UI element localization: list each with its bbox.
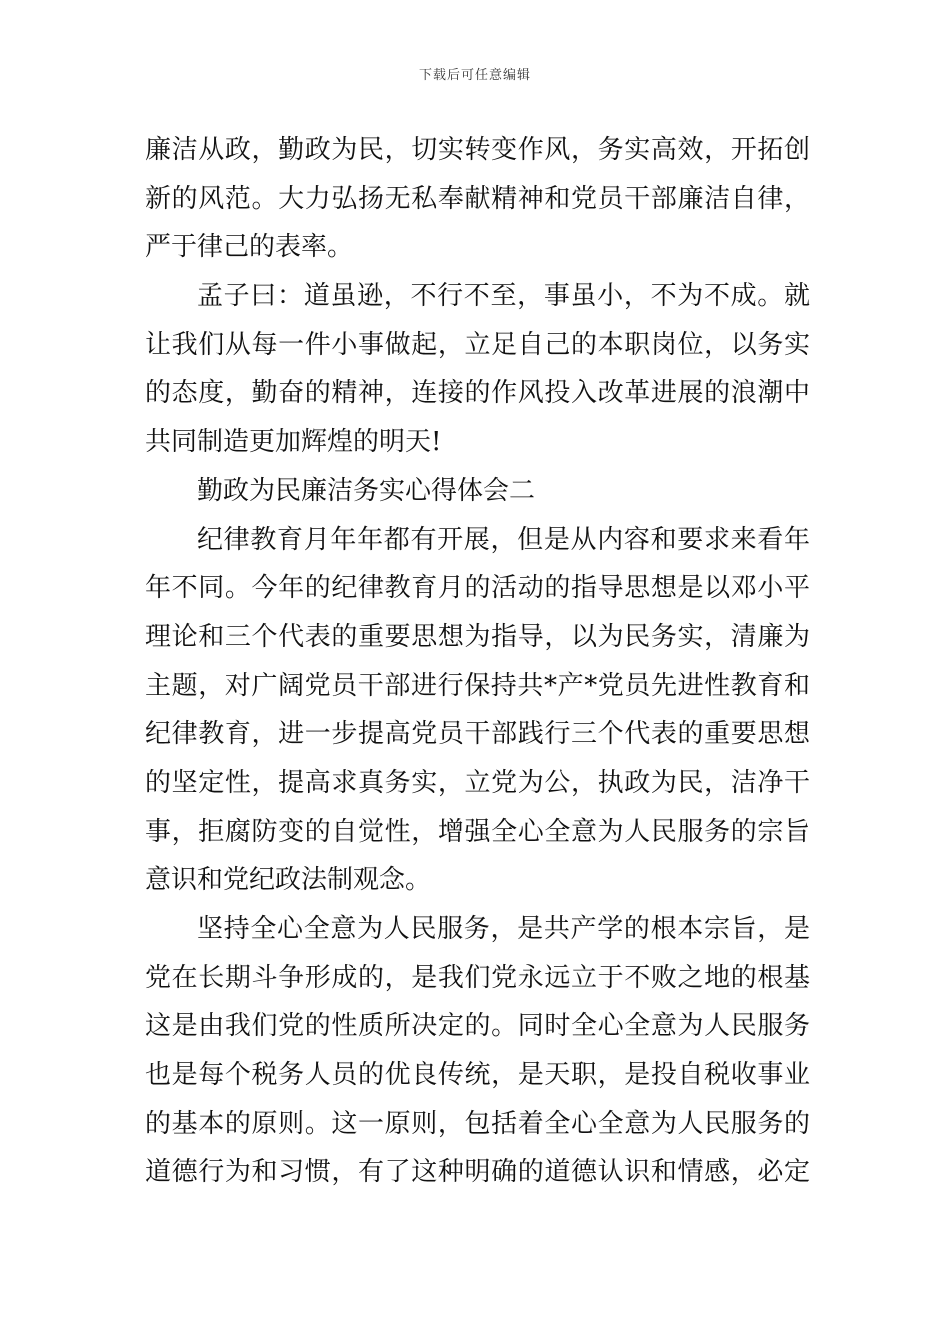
text-line: 事，拒腐防变的自觉性，增强全心全意为人民服务的宗旨	[145, 816, 810, 847]
text-line: 意识和党纪政法制观念。	[145, 865, 432, 896]
text-line: 孟子曰：道虽逊，不行不至，事虽小，不为不成。就	[197, 281, 810, 312]
text-line: 纪律教育，进一步提高党员干部践行三个代表的重要思想	[145, 719, 810, 750]
text-line: 廉洁从政，勤政为民，切实转变作风，务实高效，开拓创	[145, 135, 810, 165]
document-body	[145, 126, 810, 1197]
text-line: 理论和三个代表的重要思想为指导，以为民务实，清廉为	[145, 621, 810, 652]
text-line: 让我们从每一件小事做起，立足自己的本职岗位，以务实	[145, 329, 810, 360]
text-line: 主题，对广阔党员干部进行保持共*产*党员先进性教育和	[145, 670, 810, 701]
text-line: 纪律教育月年年都有开展，但是从内容和要求来看年	[197, 524, 810, 555]
text-line: 的基本的原则。这一原则，包括着全心全意为人民服务的	[145, 1108, 810, 1139]
text-line: 的坚定性，提高求真务实，立党为公，执政为民，洁净干	[145, 767, 810, 798]
text-line: 党在长期斗争形成的，是我们党永远立于不败之地的根基	[145, 962, 810, 993]
text-line: 道德行为和习惯，有了这种明确的道德认识和情感，必定	[145, 1157, 810, 1188]
text-line: 年不同。今年的纪律教育月的活动的指导思想是以邓小平	[145, 573, 810, 604]
text-line: 这是由我们党的性质所决定的。同时全心全意为人民服务	[145, 1011, 810, 1042]
text-line: 坚持全心全意为人民服务，是共产学的根本宗旨，是	[197, 914, 810, 944]
text-line: 严于律己的表率。	[145, 232, 354, 263]
text-line: 共同制造更加辉煌的明天!	[145, 427, 442, 458]
text-line: 的态度，勤奋的精神，连接的作风投入改革进展的浪潮中	[145, 378, 810, 409]
text-line: 新的风范。大力弘扬无私奉献精神和党员干部廉洁自律，	[145, 183, 810, 214]
text-line: 勤政为民廉洁务实心得体会二	[197, 475, 536, 506]
text-line: 也是每个税务人员的优良传统，是天职，是投自税收事业	[145, 1060, 810, 1091]
page-header: 下载后可任意编辑	[418, 68, 531, 83]
